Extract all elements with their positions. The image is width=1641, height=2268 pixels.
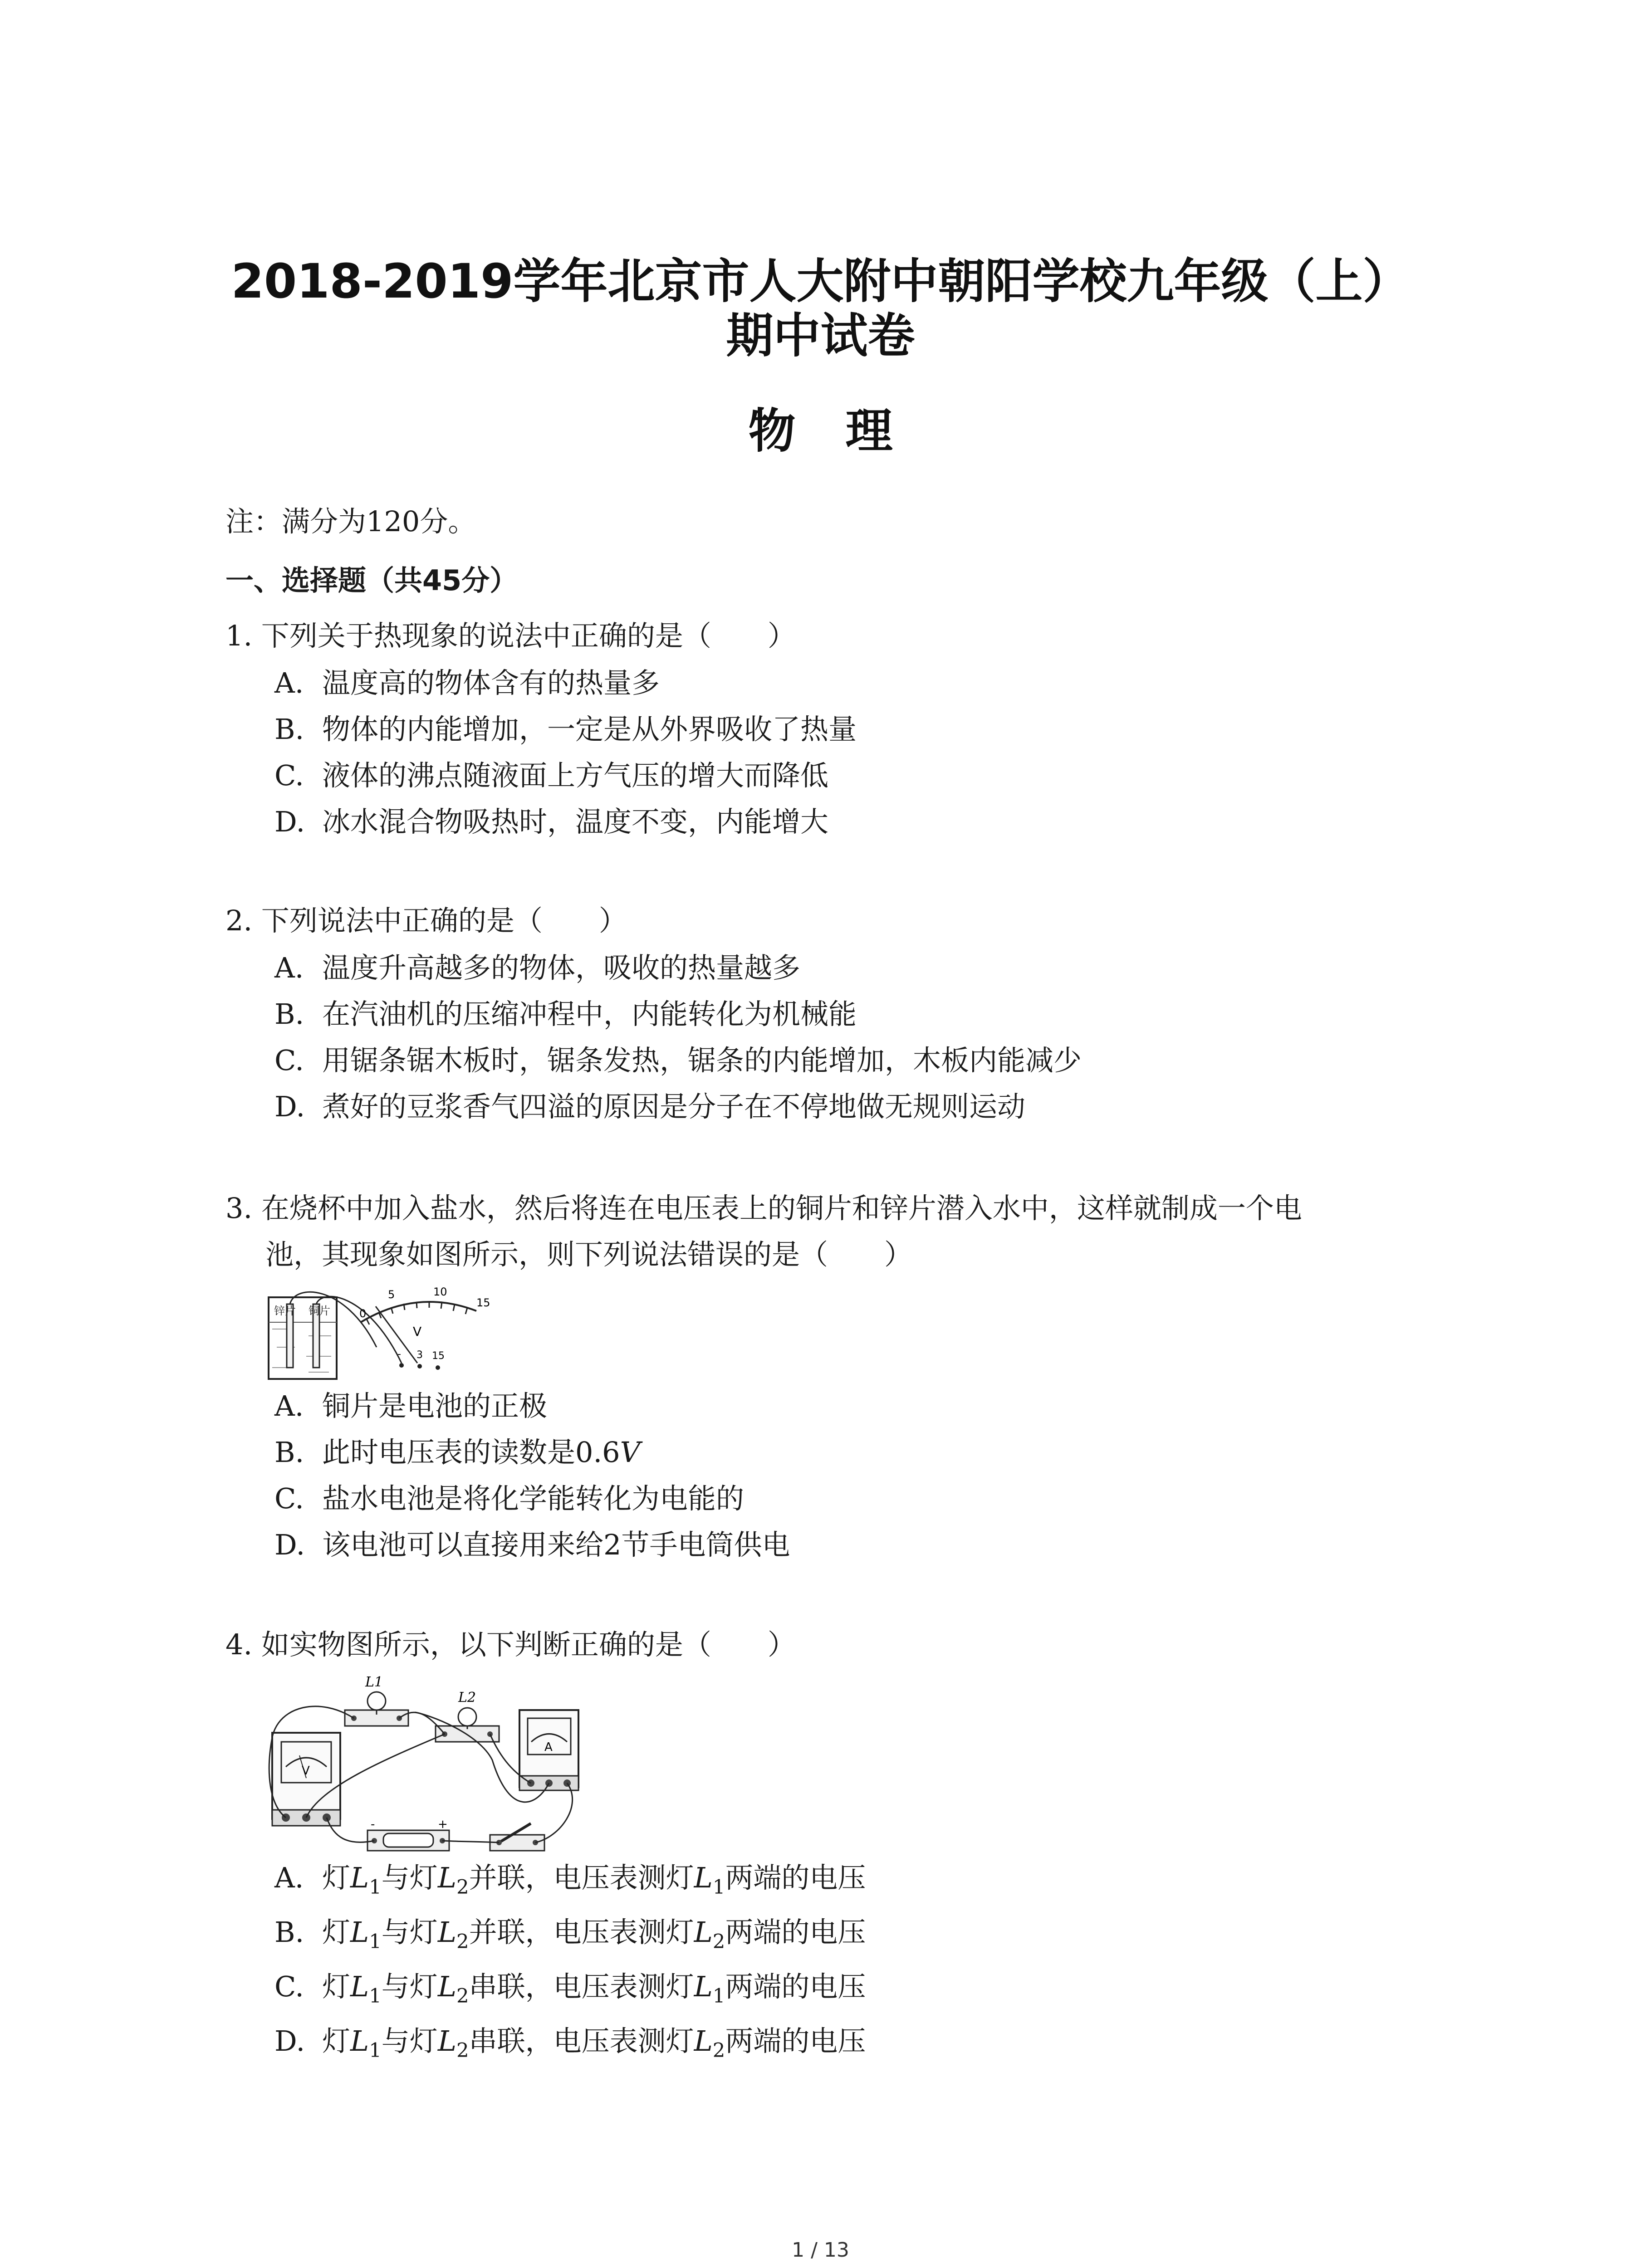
section-title: 一、选择题（共45分） xyxy=(225,564,518,597)
symbol-l2: $L_2$ xyxy=(437,1861,469,1899)
option-text: 煮好的豆浆香气四溢的原因是分子在不停地做无规则运动 xyxy=(322,1090,1026,1123)
symbol-l1: $L_1$ xyxy=(350,1970,382,2008)
option-label: C. xyxy=(274,759,304,792)
symbol-l3: $L_2$ xyxy=(694,2024,725,2062)
symbol-l1: $L_1$ xyxy=(350,1916,382,1953)
zinc-label: 锌片 xyxy=(274,1305,296,1317)
option-label: A. xyxy=(274,951,304,984)
option-text: 温度升高越多的物体，吸收的热量越多 xyxy=(322,951,801,984)
question-3-option-d xyxy=(274,1527,790,1563)
ammeter-label: A xyxy=(544,1740,553,1754)
battery xyxy=(367,1830,449,1851)
lamp-l1 xyxy=(345,1692,408,1726)
option-label: D. xyxy=(274,1090,305,1123)
page-number: 1 / 13 xyxy=(792,2239,849,2262)
option-text: 冰水混合物吸热时，温度不变，内能增大 xyxy=(322,805,829,838)
option-text-1: 与灯 xyxy=(381,1970,438,2003)
question-2-option-d xyxy=(274,1089,1025,1125)
option-label: B. xyxy=(274,1916,304,1949)
page-title-line1: 2018-2019学年北京市人大附中朝阳学校九年级（上） xyxy=(231,254,1410,309)
option-label: A. xyxy=(274,1861,304,1894)
option-prefix: 灯 xyxy=(322,1861,351,1894)
option-label: A. xyxy=(274,666,304,699)
option-text-1: 与灯 xyxy=(381,1861,438,1894)
option-label: A. xyxy=(274,1389,304,1422)
symbol-l3: $L_2$ xyxy=(694,1916,725,1953)
option-label: C. xyxy=(274,1482,304,1515)
question-2-stem: 2. 下列说法中正确的是（ ） xyxy=(225,904,627,937)
meter-scale-arc xyxy=(361,1302,476,1322)
option-label: B. xyxy=(274,997,304,1031)
question-1-option-d xyxy=(274,804,828,840)
option-text: 此时电压表的读数是 xyxy=(322,1436,576,1469)
symbol-l2: $L_2$ xyxy=(437,2024,469,2062)
terminal-neg-label: - xyxy=(397,1349,401,1360)
option-unit: V xyxy=(620,1436,641,1469)
option-text-1: 与灯 xyxy=(381,2024,438,2058)
voltmeter-label: V xyxy=(302,1764,310,1778)
option-text: 该电池可以直接用来给2节手电筒供电 xyxy=(322,1528,790,1561)
scale-0: 0 xyxy=(359,1307,367,1320)
option-text: 液体的沸点随液面上方气压的增大而降低 xyxy=(322,759,829,792)
option-label: D. xyxy=(274,1528,305,1561)
copper-label: 铜片 xyxy=(309,1305,330,1317)
question-1-option-b xyxy=(274,711,857,748)
option-label: B. xyxy=(274,1436,304,1469)
terminal-15 xyxy=(436,1365,440,1370)
scale-10: 10 xyxy=(433,1286,447,1298)
question-3-stem: 3. 在烧杯中加入盐水，然后将连在电压表上的铜片和锌片潜入水中，这样就制成一个电 xyxy=(225,1192,1302,1225)
option-prefix: 灯 xyxy=(322,1916,351,1949)
terminal-3-label: 3 xyxy=(416,1349,423,1361)
option-label: C. xyxy=(274,1044,304,1077)
question-3-option-c xyxy=(274,1481,744,1517)
terminal-neg xyxy=(399,1363,404,1368)
question-4-option-c xyxy=(274,1969,866,2014)
option-prefix: 灯 xyxy=(322,2024,351,2058)
question-2-option-c xyxy=(274,1042,1082,1079)
symbol-l3: $L_1$ xyxy=(694,1970,725,2008)
option-label: C. xyxy=(274,1970,304,2003)
symbol-l3: $L_1$ xyxy=(694,1861,725,1899)
battery-plus-label: + xyxy=(438,1818,448,1831)
symbol-l2: $L_2$ xyxy=(437,1916,469,1953)
question-1-option-c xyxy=(274,758,828,794)
question-4-option-b xyxy=(274,1914,866,1960)
option-text: 物体的内能增加，一定是从外界吸收了热量 xyxy=(322,713,857,746)
question-1-stem: 1. 下列关于热现象的说法中正确的是（ ） xyxy=(225,619,796,652)
question-4-option-a xyxy=(274,1860,866,1905)
symbol-l2: $L_2$ xyxy=(437,1970,469,2008)
circuit-figure xyxy=(265,1669,592,1860)
scale-15: 15 xyxy=(476,1296,490,1309)
option-text: 用锯条锯木板时，锯条发热，锯条的内能增加，木板内能减少 xyxy=(322,1044,1082,1077)
subject-title: 物理 xyxy=(748,403,943,459)
option-text: 在汽油机的压缩冲程中，内能转化为机械能 xyxy=(322,997,857,1031)
option-label: D. xyxy=(274,2024,305,2058)
option-text: 盐水电池是将化学能转化为电能的 xyxy=(322,1482,745,1515)
question-4-option-d xyxy=(274,2023,866,2068)
question-2-option-a xyxy=(274,950,800,986)
option-text-2: 并联，电压表测灯 xyxy=(469,1916,694,1949)
option-value: 0.6 xyxy=(575,1436,620,1469)
question-2-option-b xyxy=(274,996,857,1032)
option-text-3: 两端的电压 xyxy=(725,1861,866,1894)
switch xyxy=(490,1823,544,1851)
option-text-3: 两端的电压 xyxy=(725,1916,866,1949)
option-text-2: 串联，电压表测灯 xyxy=(469,2024,694,2058)
question-3-option-a xyxy=(274,1388,547,1424)
option-text-2: 串联，电压表测灯 xyxy=(469,1970,694,2003)
battery-minus-label: - xyxy=(371,1818,375,1831)
page-title-line2: 期中试卷 xyxy=(726,308,915,363)
voltmeter xyxy=(272,1733,340,1826)
battery-voltmeter-figure xyxy=(263,1279,499,1383)
terminal-15-label: 15 xyxy=(432,1350,445,1362)
question-4-stem: 4. 如实物图所示，以下判断正确的是（ ） xyxy=(225,1628,796,1661)
symbol-l1: $L_1$ xyxy=(350,1861,382,1899)
option-text-1: 与灯 xyxy=(381,1916,438,1949)
option-prefix: 灯 xyxy=(322,1970,351,2003)
question-3-option-b xyxy=(274,1434,640,1471)
water-hatch xyxy=(272,1329,331,1372)
option-text-3: 两端的电压 xyxy=(725,2024,866,2058)
terminal-3 xyxy=(417,1364,422,1369)
option-text: 温度高的物体含有的热量多 xyxy=(322,666,660,699)
lamp-l2 xyxy=(436,1708,499,1742)
symbol-l1: $L_1$ xyxy=(350,2024,382,2062)
option-label: D. xyxy=(274,805,305,838)
question-1-option-a xyxy=(274,665,660,701)
scale-5: 5 xyxy=(388,1288,395,1301)
meter-unit: V xyxy=(413,1324,422,1339)
option-text-2: 并联，电压表测灯 xyxy=(469,1861,694,1894)
option-text: 铜片是电池的正极 xyxy=(322,1389,548,1422)
option-text-3: 两端的电压 xyxy=(725,1970,866,2003)
score-note: 注：满分为120分。 xyxy=(225,505,476,538)
question-3-stem-continued: 池，其现象如图所示，则下列说法错误的是（ ） xyxy=(265,1238,913,1271)
lamp-l2-label: L2 xyxy=(458,1690,476,1706)
lamp-l1-label: L1 xyxy=(365,1674,383,1690)
option-label: B. xyxy=(274,713,304,746)
